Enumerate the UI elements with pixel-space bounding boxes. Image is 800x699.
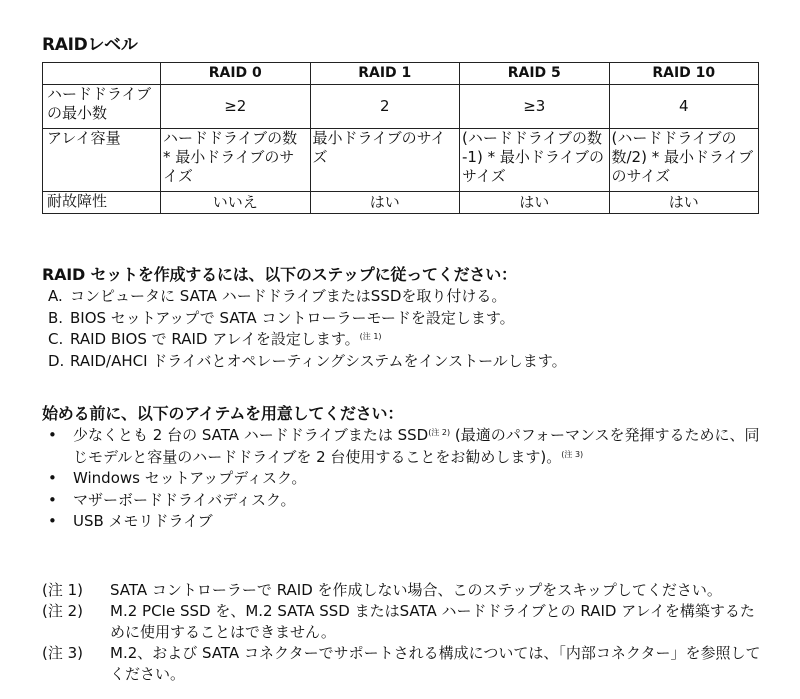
table-header-row	[43, 63, 759, 85]
table-cell: ≥2	[161, 85, 311, 129]
note-text: M.2、および SATA コネクターでサポートされる構成については、「内部コネクター」を参照してください。	[110, 644, 761, 683]
step-text: RAID/AHCI ドライバとオペレーティングシステムをインストールします。	[70, 351, 567, 370]
list-item	[48, 286, 567, 308]
table-cell: ≥3	[460, 85, 610, 129]
item-text: 少なくとも 2 台の SATA ハードドライブまたは SSD	[73, 426, 429, 444]
bullet-icon: •	[48, 469, 57, 487]
list-item	[48, 351, 567, 373]
list-item	[48, 468, 763, 490]
note-text: M.2 PCIe SSD を、M.2 SATA SSD またはSATA ハードドライブとの RAID アレイを構築するために使用することはできません。	[110, 602, 755, 641]
table-cell: ハードドライブの数 * 最小ドライブのサイズ	[161, 129, 311, 192]
table-cell: 4	[609, 85, 759, 129]
list-item	[48, 308, 567, 330]
prep-list	[48, 425, 763, 533]
table-cell: いいえ	[161, 192, 311, 214]
raid-levels-table	[42, 62, 759, 214]
step-text: BIOS セットアップで SATA コントローラーモードを設定します。	[70, 308, 515, 327]
note-text: SATA コントローラーで RAID を作成しない場合、このステップをスキップしてください。	[110, 581, 722, 599]
table-row-fault-tolerance	[43, 192, 759, 214]
steps-heading: RAID セットを作成するには、以下のステップに従ってください：	[42, 265, 517, 284]
table-row-capacity	[43, 129, 759, 192]
table-cell: 最小ドライブのサイズ	[310, 129, 460, 192]
header-cell-raid5: RAID 5	[460, 63, 610, 85]
table-cell: はい	[460, 192, 610, 214]
row-label-min-drives: ハードドライブの最小数	[43, 85, 161, 129]
step-label: C.	[48, 330, 64, 348]
notes-list	[42, 580, 762, 685]
bullet-icon: •	[48, 512, 57, 530]
note-reference: (注 1)	[359, 332, 382, 341]
row-label-fault-tolerance: 耐故障性	[43, 192, 161, 214]
item-text: Windows セットアップディスク。	[73, 469, 307, 487]
list-item	[48, 490, 763, 512]
table-cell: (ハードドライブの数/2) * 最小ドライブのサイズ	[609, 129, 759, 192]
table-cell: (ハードドライブの数 -1) * 最小ドライブのサイズ	[460, 129, 610, 192]
item-text: マザーボードドライバディスク。	[73, 490, 296, 509]
page-title: RAIDレベル	[42, 35, 138, 55]
step-text: RAID BIOS で RAID アレイを設定します。	[70, 330, 360, 348]
list-item	[48, 425, 763, 468]
item-text: USB メモリドライブ	[73, 512, 213, 530]
header-cell-raid0: RAID 0	[161, 63, 311, 85]
header-cell-raid1: RAID 1	[310, 63, 460, 85]
item-text-cont: (最適のパフォーマンスを発揮するために、同じモデルと容量のハードドライブを 2 台使用することをお勧めします)。	[73, 426, 760, 466]
steps-list	[48, 286, 567, 372]
note-label: (注 2)	[42, 602, 84, 620]
list-item	[48, 511, 763, 533]
step-label: D.	[48, 351, 65, 370]
step-text: コンピュータに SATA ハードドライブまたはSSDを取り付ける。	[70, 287, 507, 305]
row-label-capacity: アレイ容量	[43, 129, 161, 192]
bullet-icon: •	[48, 490, 57, 509]
step-label: B.	[48, 308, 64, 327]
table-cell: はい	[609, 192, 759, 214]
note-item	[42, 580, 762, 601]
prep-heading: 始める前に、以下のアイテムを用意してください：	[42, 404, 404, 423]
note-item	[42, 601, 762, 643]
note-reference: (注 3)	[561, 449, 584, 459]
header-cell-raid10: RAID 10	[609, 63, 759, 85]
note-label: (注 1)	[42, 581, 84, 599]
note-label: (注 3)	[42, 644, 84, 662]
list-item	[48, 329, 567, 351]
table-cell: はい	[310, 192, 460, 214]
note-reference: (注 2)	[428, 428, 451, 437]
step-label: A.	[48, 287, 63, 305]
bullet-icon: •	[48, 426, 57, 444]
header-cell-empty	[43, 63, 161, 85]
table-row-min-drives	[43, 85, 759, 129]
table-cell: 2	[310, 85, 460, 129]
note-item	[42, 643, 762, 685]
